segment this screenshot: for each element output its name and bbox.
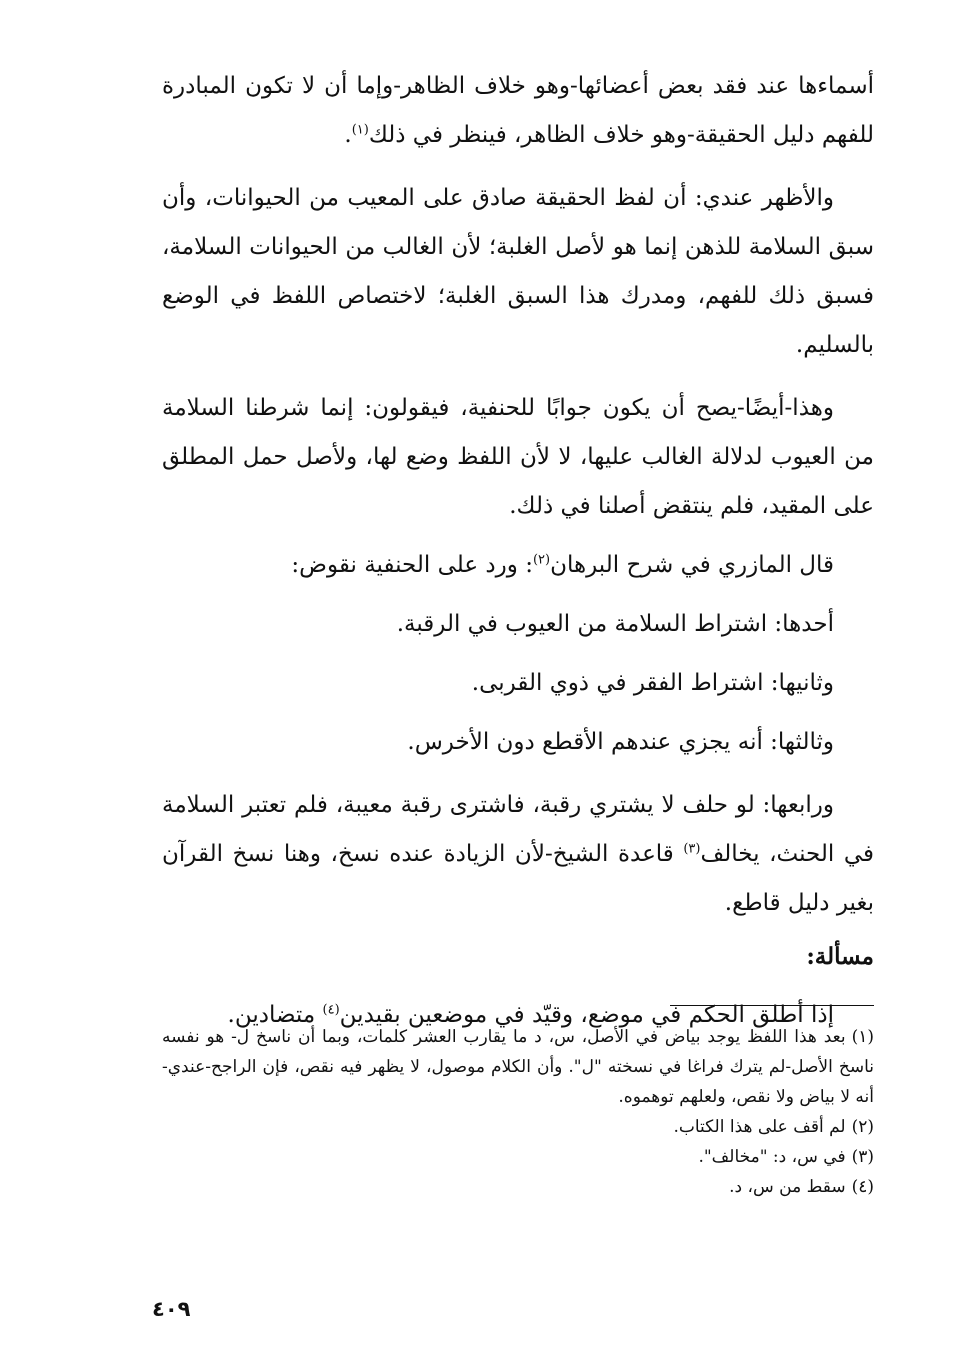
footnote-divider [670,1005,874,1006]
footnote-ref-3: (٣) [683,841,701,857]
paragraph-8-text-a: ورابعها: لو حلف لا يشتري رقبة، فاشترى رقبة معيبة، فلم تعتبر السلامة في الحنث، يخالف [162,792,874,867]
paragraph-3: وهذا-أيضًا-يصح أن يكون جوابًا للحنفية، فيقولون: إنما شرطنا السلامة من العيوب لدلالة الغالب عليها، لا لأن اللفظ وضع لها، ولأصل حمل المطلق على المقيد، فلم ينتقض أصلنا في ذلك. [162,395,874,519]
paragraph-8 [162,781,874,928]
paragraph-4-text-b: : ورد على الحنفية نقوض: [291,552,533,578]
footnote-ref-1: (١) [351,122,369,138]
footnote-1-number: (١) [851,1027,874,1047]
section-heading: مسألة: [806,943,874,970]
footnote-1-text: بعد هذا اللفظ يوجد بياض في الأصل، س، د ما يقارب العشر كلمات، وبما أن ناسخ ل- هو نفسه ناسخ الأصل-لم يترك فراغا في نسخته "ل". وأن الكلام موصول، لا يظهر فيه نقص، فإن الراجح-عندي-أنه لا بياض ولا نقص، ولعلهم توهموه. [162,1027,874,1107]
paragraph-4-text-a: قال المازري في شرح البرهان [550,552,834,578]
footnote-2-number: (٢) [851,1117,874,1137]
paragraph-8-text-b: قاعدة الشيخ-لأن الزيادة عنده نسخ، وهنا نسخ القرآن بغير دليل قاطع. [162,841,874,916]
paragraph-2: والأظهر عندي: أن لفظ الحقيقة صادق على المعيب من الحيوانات، وأن سبق السلامة للذهن إنما هو لأصل الغلبة؛ لأن الغالب من الحيوانات السلامة، فسبق ذلك للفهم، ومدرك هذا السبق الغلبة؛ لاختصاص اللفظ في الوضع بالسليم. [162,185,874,358]
footnote-2 [162,1112,874,1142]
paragraph-1 [162,62,874,160]
footnote-4-text: سقط من س، د. [729,1177,846,1197]
main-text [162,62,874,1040]
paragraph-9-text-b: متضادين. [227,1002,323,1028]
footnote-ref-2: (٢) [532,552,551,568]
footnote-4-number: (٤) [851,1177,874,1197]
paragraph-1-end: . [344,122,352,148]
paragraph-9-text-a: إذا أطلق الحكم في موضع، وقيّد في موضعين بقيدين [339,1002,834,1028]
list-item-3: وثالثها: أنه يجزي عندهم الأقطع دون الأخرس. [407,729,834,755]
footnote-1 [162,1022,874,1112]
footnote-3-text: في س، د: "مخالف". [698,1147,846,1167]
page-number: ٤٠٩ [152,1297,191,1321]
paragraph-1-text: أسماءها عند فقد بعض أعضائها-وهو خلاف الظاهر-وإما أن لا تكون المبادرة للفهم دليل الحقيقة-وهو خلاف الظاهر، فينظر في ذلك [162,73,874,148]
list-item-2: وثانيها: اشتراط الفقر في ذوي القربى. [471,670,834,696]
footnotes [162,1022,874,1202]
footnote-3-number: (٣) [851,1147,874,1167]
footnote-4 [162,1172,874,1202]
footnote-ref-4: (٤) [322,1002,340,1018]
paragraph-4 [162,541,874,590]
footnote-3 [162,1142,874,1172]
list-item-1: أحدها: اشتراط السلامة من العيوب في الرقبة. [396,611,834,637]
footnote-2-text: لم أقف على هذا الكتاب. [673,1117,846,1137]
